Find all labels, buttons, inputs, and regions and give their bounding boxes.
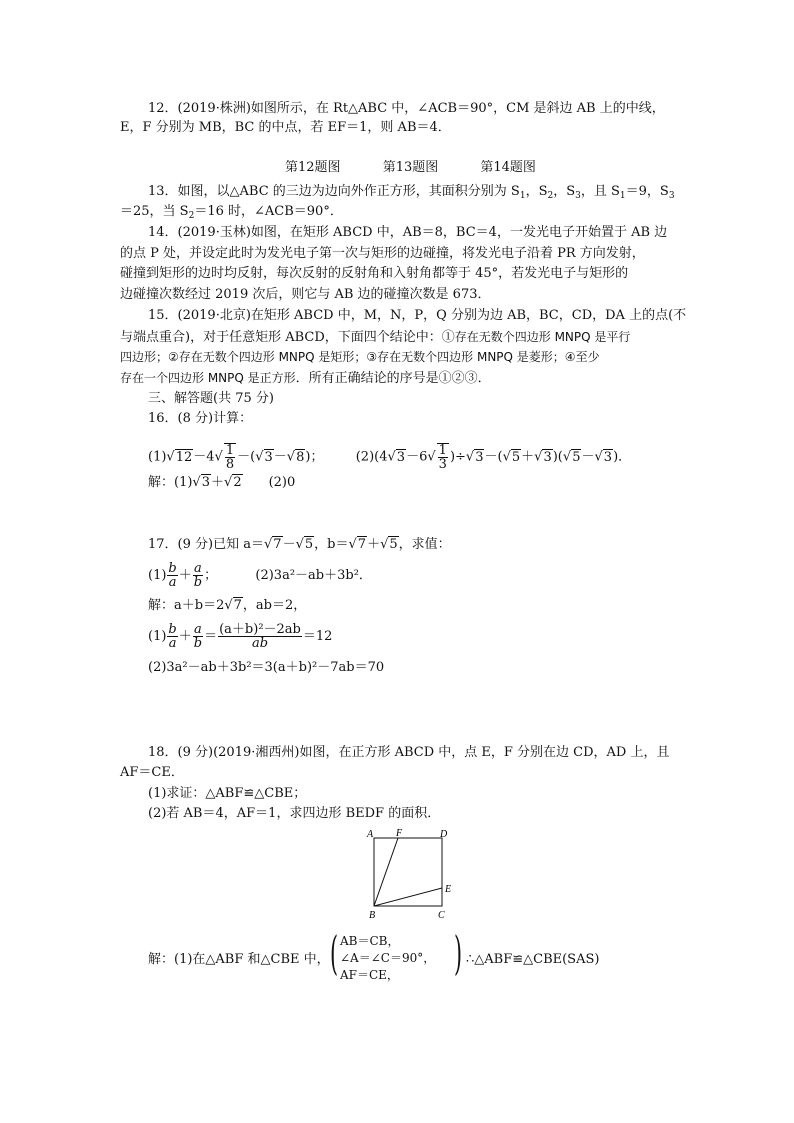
left-brace: ( [330,926,339,980]
q14-line4: 边碰撞次数经过 2019 次后，则它与 AB 边的碰撞次数是 673． [120,287,491,302]
q15-line2: 与端点重合)，对于任意矩形 ABCD，下面四个结论中：①存在无数个四边形 MNPQ 是平行 [120,330,631,345]
square-abcd [374,838,442,906]
q18-solution-intro: 解：(1)在△ABF 和△CBE 中， [148,952,330,967]
q18-line2: AF＝CE． [120,765,184,780]
q17-title: 17．(9 分)已知 a＝√7－√5，b＝√7＋√5，求值： [148,537,451,552]
section-title: 三、解答题(共 75 分) [148,391,274,406]
q18-line4: (2)若 AB＝4，AF＝1，求四边形 BEDF 的面积． [148,806,441,821]
caption-14: 第14题图 [480,160,536,175]
label-a: A [367,829,374,840]
segment-bf [374,838,398,906]
q18-solution-conclusion: ∴△ABF≌△CBE(SAS) [466,952,600,967]
q15-line1: 15．(2019·北京)在矩形 ABCD 中，M，N，P，Q 分别为边 AB，BC，CD，DA 上的点(不 [148,308,687,323]
q17-solution-1: 解：a＋b＝2√7，ab＝2， [148,598,307,613]
q18-line1: 18．(9 分)(2019·湘西州)如图，在正方形 ABCD 中，点 E，F 分别在边 CD，AD 上，且 [148,745,670,760]
q12-line1: 12．(2019·株洲)如图所示，在 Rt△ABC 中，∠ACB＝90°，CM 是斜边 AB 上的中线， [148,101,665,116]
cond-2: ∠A＝∠C＝90°， [340,951,436,965]
caption-13: 第13题图 [382,160,439,175]
label-c: C [438,910,445,921]
q18-line3: (1)求证：△ABF≌△CBE； [148,786,307,801]
q12-line2: E，F 分别为 MB，BC 的中点，若 EF＝1，则 AB＝4． [120,120,451,135]
q13-line1: 13．如图，以△ABC 的三边为边向外作正方形，其面积分别为 $S_1$，$S_2$，$S_3$，且 $S_1=9$，$S_3$ [148,184,675,201]
q17-solution-2: (1) $\frac{b}{a}$ ＋ $\frac{a}{b}$ ＝ $\frac{\text{(a＋b)²－2ab}}{ab}$ ＝12 [148,622,333,651]
figure-captions [285,160,574,176]
q17-solution-3: (2)3a²－ab＋3b²＝3(a＋b)²－7ab＝70 [148,660,385,675]
caption-12: 第12题图 [285,160,341,175]
square-figure [362,826,472,926]
q14-line1: 14．(2019·玉林)如图，在矩形 ABCD 中，AB＝8，BC＝4，一发光电子开始置于 AB 边 [148,225,668,240]
label-e: E [445,884,452,895]
q16-title: 16．(8 分)计算： [148,411,253,426]
segment-be [374,888,442,906]
q14-line3: 碰撞到矩形的边时均反射，每次反射的反射角和入射角都等于 45°，若发光电子与矩形的 [120,266,629,281]
label-b: B [369,910,376,921]
q15-line4: 存在一个四边形 MNPQ 是正方形．所有正确结论的序号是①②③． [120,371,491,386]
right-brace: ) [454,926,463,980]
label-f: F [396,828,403,839]
q17-problems: (1) $\frac{b}{a}$ ＋ $\frac{a}{b}$ ； (2)3a²－ab＋3b²． [148,561,372,590]
q14-line2: 的点 P 处，并设定此时为发光电子第一次与矩形的边碰撞，将发光电子沿着 PR 方向发射， [120,246,645,261]
q16-problems: (1)√12－4√ $\frac{1}{8}$ －(√3－√8)； (2)(4√3－6√ $\frac{1}{3}$ )÷√3－(√5＋√3)(√5－√3)． [148,443,632,472]
q16-answer: 解：(1)√3＋√2 (2)0 [148,475,296,490]
label-d: D [440,829,448,840]
q13-line2: ＝25，当 $S_2=16$ 时，∠ACB＝90°． [120,204,343,221]
cond-3: AF＝CE， [340,968,399,982]
q15-line3: 四边形；②存在无数个四边形 MNPQ 是矩形；③存在无数个四边形 MNPQ 是菱形；④至少 [120,350,600,364]
cond-1: AB＝CB， [340,934,400,948]
